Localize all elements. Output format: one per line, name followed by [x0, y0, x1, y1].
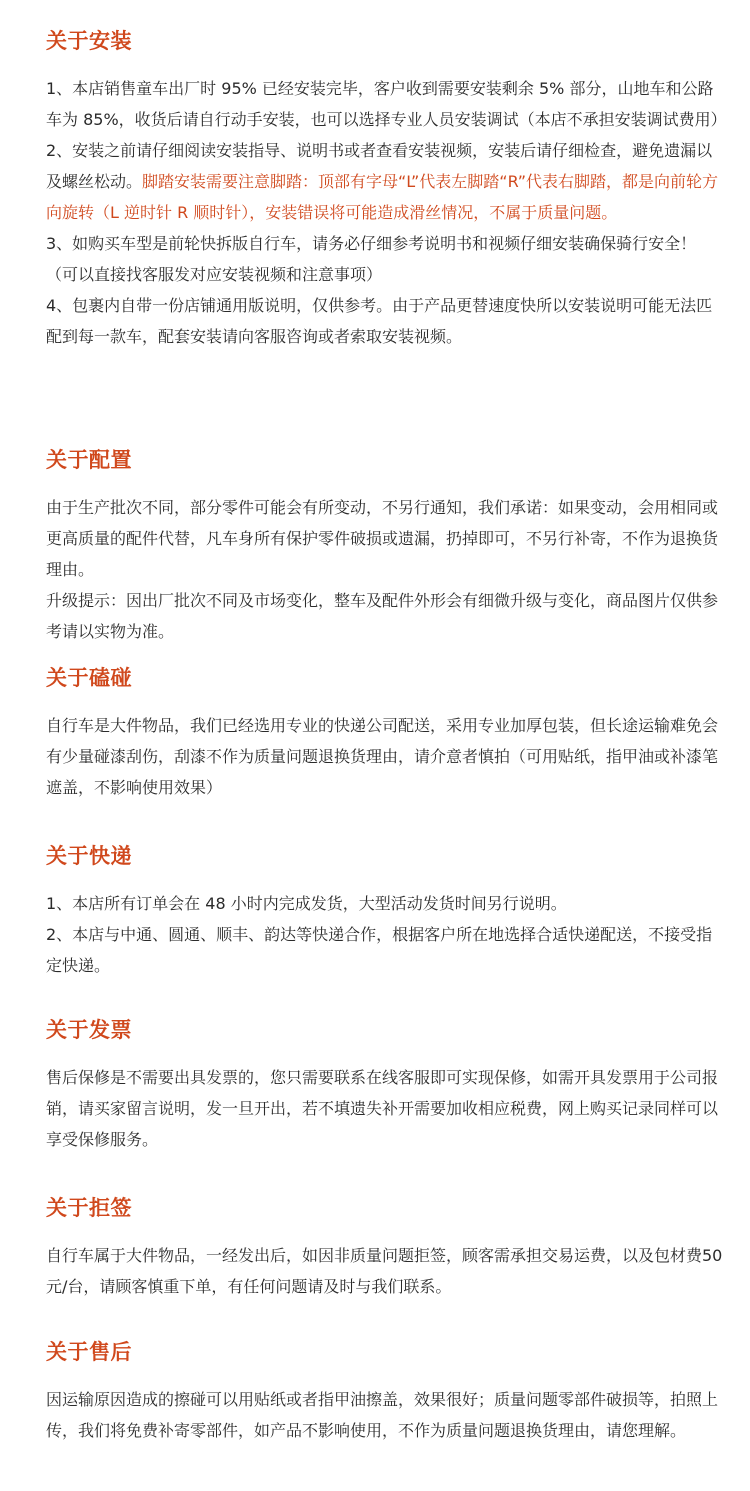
- refusal-para-1: 自行车属于大件物品，一经发出后，如因非质量问题拒签，顾客需承担交易运费，以及包材费50元/台，请顾客慎重下单，有任何问题请及时与我们联系。: [46, 1246, 723, 1296]
- invoice-para-1: 售后保修是不需要出具发票的，您只需要联系在线客服即可实现保修，如需开具发票用于公司报销，请买家留言说明，发一旦开出，若不填遗失补开需要加收相应税费，网上购买记录同样可以享受保修服务。: [46, 1068, 719, 1149]
- section-config: [46, 447, 726, 647]
- section-bump: [46, 665, 726, 803]
- section-heading-aftersales: 关于售后: [46, 1340, 132, 1364]
- bump-para-1: 自行车是大件物品，我们已经选用专业的快递公司配送，采用专业加厚包装，但长途运输难免会有少量碰漆刮伤，刮漆不作为质量问题退换货理由，请介意者慎拍（可用贴纸，指甲油或补漆笔遮盖，不影响使用效果）: [46, 716, 719, 797]
- install-pedal-warning: 脚踏安装需要注意脚踏：顶部有字母“L”代表左脚踏“R”代表右脚踏，都是向前轮方向旋转（L 逆时针 R 顺时针），安装错误将可能造成滑丝情况，不属于质量问题。: [46, 172, 718, 222]
- install-para-2-text: 2、安装之前请仔细阅读安装指导、说明书或者查看安装视频，安装后请仔细检查，避免遗漏以及螺丝松动。: [46, 141, 713, 191]
- install-para-4-text: 4、包裹内自带一份店铺通用版说明，仅供参考。由于产品更替速度快所以安装说明可能无法匹配到每一款车，配套安装请向客服咨询或者索取安装视频。: [46, 296, 713, 346]
- section-refusal: [46, 1195, 726, 1302]
- delivery-para-1: 1、本店所有订单会在 48 小时内完成发货，大型活动发货时间另行说明。: [46, 894, 567, 913]
- section-delivery: [46, 843, 726, 981]
- install-para-1: [46, 73, 726, 135]
- delivery-para-2: 2、本店与中通、圆通、顺丰、韵达等快递合作，根据客户所在地选择合适快递配送，不接受指定快递。: [46, 925, 713, 975]
- config-para-2: 升级提示：因出厂批次不同及市场变化，整车及配件外形会有细微升级与变化，商品图片仅供参考请以实物为准。: [46, 591, 719, 641]
- section-invoice: [46, 1017, 726, 1155]
- section-heading-invoice: 关于发票: [46, 1018, 132, 1042]
- install-para-3: [46, 228, 726, 290]
- config-para-1: 由于生产批次不同，部分零件可能会有所变动，不另行通知，我们承诺：如果变动，会用相同或更高质量的配件代替，凡车身所有保护零件破损或遗漏，扔掉即可，不另行补寄，不作为退换货理由。: [46, 498, 719, 579]
- section-install: [46, 28, 726, 352]
- install-para-1-text: 1、本店销售童车出厂时 95% 已经安装完毕，客户收到需要安装剩余 5% 部分，山地车和公路车为 85%，收货后请自行动手安装，也可以选择专业人员安装调试（本店不承担安装调试费用）: [46, 79, 727, 129]
- aftersales-para-1: 因运输原因造成的擦碰可以用贴纸或者指甲油擦盖，效果很好；质量问题零部件破损等，拍照上传，我们将免费补寄零部件，如产品不影响使用，不作为质量问题退换货理由，请您理解。: [46, 1390, 719, 1440]
- install-para-4: [46, 290, 726, 352]
- section-heading-delivery: 关于快递: [46, 844, 132, 868]
- section-heading-refusal: 关于拒签: [46, 1196, 132, 1220]
- section-heading-install: 关于安装: [46, 29, 132, 53]
- section-aftersales: [46, 1339, 726, 1446]
- section-heading-bump: 关于磕碰: [46, 666, 132, 690]
- section-heading-config: 关于配置: [46, 448, 132, 472]
- install-para-2: [46, 135, 726, 228]
- install-para-3-text: 3、如购买车型是前轮快拆版自行车，请务必仔细参考说明书和视频仔细安装确保骑行安全！（可以直接找客服发对应安装视频和注意事项）: [46, 234, 697, 284]
